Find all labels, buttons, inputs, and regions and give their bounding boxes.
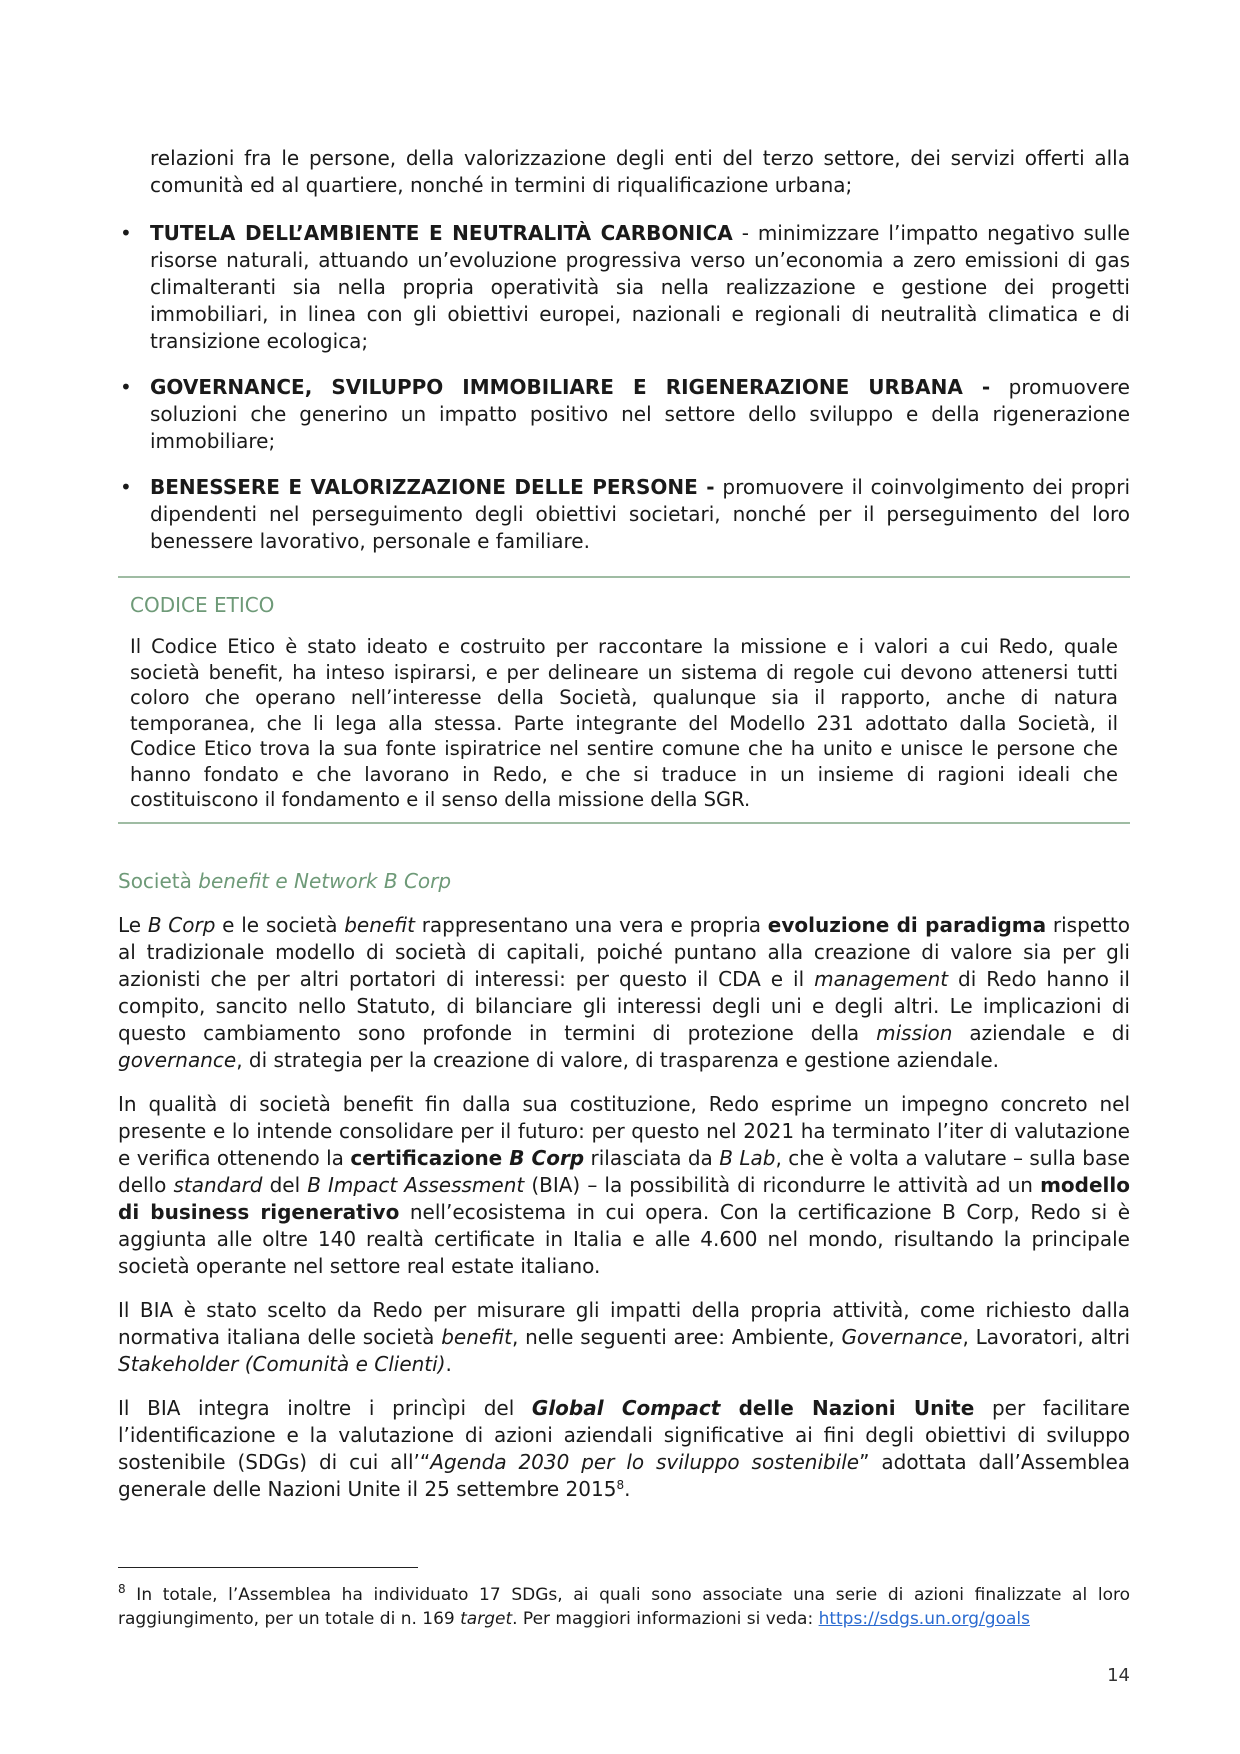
section-body: [118, 912, 1130, 1520]
bullet-title: GOVERNANCE, SVILUPPO IMMOBILIARE E RIGENERAZIONE URBANA -: [150, 375, 991, 399]
bullet-title: TUTELA DELL’AMBIENTE E NEUTRALITÀ CARBONICA: [150, 221, 733, 245]
codice-etico-body: Il Codice Etico è stato ideato e costruito per raccontare la missione e i valori a cui Redo, quale società benefit, ha inteso ispirarsi, e per delineare un sistema di regole cui devono attenersi tutti coloro che operano nell’interesse della Società, qualunque sia il rapporto, anche di natura temporanea, che li lega alla stessa. Parte integrante del Modello 231 adottato dalla Società, il Codice Etico trova la sua fonte ispiratrice nel sentire comune che ha unito e unisce le persone che hanno fondato e che lavorano in Redo, e che si traduce in un insieme di ragioni ideali che costituiscono il fondamento e il senso della missione della SGR.: [130, 635, 1118, 811]
paragraph-certification: In qualità di società benefit fin dalla sua costituzione, Redo esprime un impegno concreto nel presente e lo intende consolidare per il futuro: per questo nel 2021 ha terminato l’iter di valutazione e verifica ottenendo la certificazione B Corp rilasciata da B Lab, che è volta a valutare – sulla base dello standard del B Impact Assessment (BIA) – la possibilità di ricondurre le attività ad un modello di business rigenerativo nell’ecosistema in cui opera. Con la certificazione B Corp, Redo si è aggiunta alle oltre 140 realtà certificate in Italia e alle 4.600 nel mondo, risultando la principale società operante nel settore real estate italiano.: [118, 1092, 1130, 1278]
bullet-text: - minimizzare l’impatto negativo sulle risorse naturali, attuando un’evoluzione progressiva verso un’economia a zero emissioni di gas climalteranti sia nella propria operatività sia nella realizzazione e gestione dei progetti immobiliari, in linea con gli obiettivi europei, nazionali e regionali di neutralità climatica e di transizione ecologica;: [150, 221, 1130, 353]
list-item: [118, 374, 1130, 455]
objectives-list: [118, 220, 1130, 574]
codice-etico-box: [118, 576, 1130, 824]
footnote-divider: [118, 1567, 418, 1568]
section-title: Società benefit e Network B Corp: [118, 869, 452, 893]
document-page: [118, 0, 1130, 1754]
paragraph-global-compact: Il BIA integra inoltre i princìpi del Global Compact delle Nazioni Unite per facilitare l’identificazione e la valutazione di azioni aziendali significative ai fini degli obiettivi di sviluppo sostenibile (SDGs) di cui all’“Agenda 2030 per lo sviluppo sostenibile” adottata dall’Assemblea generale delle Nazioni Unite il 25 settembre 2015$^8$.: [118, 1396, 1131, 1501]
footnote-ref[interactable]: 8: [616, 1478, 625, 1492]
bullet-text: promuovere soluzioni che generino un impatto positivo nel settore dello sviluppo e della rigenerazione immobiliare;: [150, 375, 1130, 453]
bullet-title: BENESSERE E VALORIZZAZIONE DELLE PERSONE -: [150, 475, 715, 499]
page-number: 14: [1107, 1665, 1130, 1686]
paragraph-b-corp: Le B Corp e le società benefit rappresentano una vera e propria evoluzione di paradigma rispetto al tradizionale modello di società di capitali, poiché puntano alla creazione di valore sia per gli azionisti che per altri portatori di interessi: per questo il CDA e il management di Redo hanno il compito, sancito nello Statuto, di bilanciare gli interessi degli uni e degli altri. Le implicazioni di questo cambiamento sono profonde in termini di protezione della mission aziendale e di governance, di strategia per la creazione di valore, di trasparenza e gestione aziendale.: [118, 913, 1131, 1072]
bullet-icon: •: [120, 475, 132, 499]
bullet-text: promuovere il coinvolgimento dei propri dipendenti nel perseguimento degli obiettivi societari, nonché per il perseguimento del loro benessere lavorativo, personale e familiare.: [150, 475, 1130, 553]
footnote: $^8$ In totale, l’Assemblea ha individuato 17 SDGs, ai quali sono associate una serie di azioni finalizzate al loro raggiungimento, per un totale di n. 169 target. Per maggiori informazioni si veda: https://sdgs.un.org/goals: [118, 1582, 1130, 1629]
bullet-icon: •: [120, 375, 132, 399]
list-item: [118, 474, 1130, 555]
codice-etico-title: CODICE ETICO: [130, 593, 275, 617]
paragraph-bia: Il BIA è stato scelto da Redo per misurare gli impatti della propria attività, come richiesto dalla normativa italiana delle società benefit, nelle seguenti aree: Ambiente, Governance, Lavoratori, altri Stakeholder (Comunità e Clienti).: [118, 1298, 1130, 1376]
continuation-paragraph: relazioni fra le persone, della valorizzazione degli enti del terzo settore, dei servizi offerti alla comunità ed al quartiere, nonché in termini di riqualificazione urbana;: [150, 146, 1130, 197]
sdgs-link[interactable]: https://sdgs.un.org/goals: [818, 1609, 1030, 1629]
list-item: [118, 220, 1130, 355]
bullet-icon: •: [120, 221, 132, 245]
